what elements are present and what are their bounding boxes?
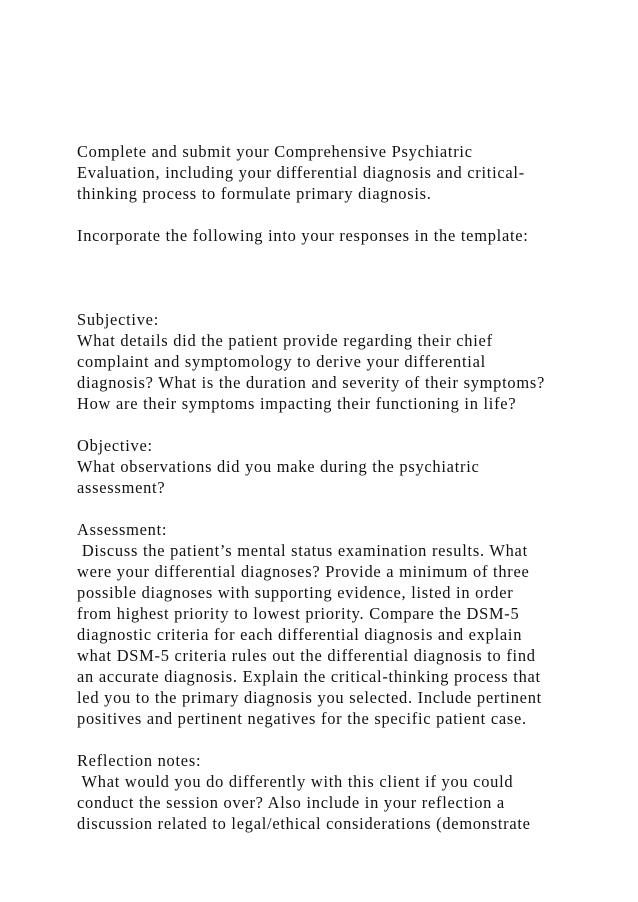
text-line: thinking process to formulate primary diagnosis. (77, 184, 432, 203)
text-line: What would you do differently with this client if you could (77, 772, 514, 791)
text-line: an accurate diagnosis. Explain the critical-thinking process that (77, 667, 541, 686)
text-line: What observations did you make during the psychiatric (77, 457, 480, 476)
text-line: Complete and submit your Comprehensive Psychiatric (77, 142, 473, 161)
text-line: Incorporate the following into your responses in the template: (77, 226, 529, 245)
section-heading-assessment: Assessment: (77, 520, 168, 539)
text-line: from highest priority to lowest priority. Compare the DSM-5 (77, 604, 520, 623)
text-line: Evaluation, including your differential diagnosis and critical- (77, 163, 525, 182)
text-line: How are their symptoms impacting their functioning in life? (77, 394, 517, 413)
text-line: Discuss the patient’s mental status examination results. What (77, 541, 528, 560)
section-heading-subjective: Subjective: (77, 310, 159, 329)
text-line: positives and pertinent negatives for the specific patient case. (77, 709, 527, 728)
section-heading-objective: Objective: (77, 436, 153, 455)
text-line: led you to the primary diagnosis you selected. Include pertinent (77, 688, 542, 707)
text-line: possible diagnoses with supporting evidence, listed in order (77, 583, 514, 602)
section-heading-reflection-notes: Reflection notes: (77, 751, 202, 770)
text-line: diagnostic criteria for each differential diagnosis and explain (77, 625, 523, 644)
text-line: assessment? (77, 478, 166, 497)
text-line: What details did the patient provide regarding their chief (77, 331, 493, 350)
text-line: conduct the session over? Also include in your reflection a (77, 793, 505, 812)
text-line: what DSM-5 criteria rules out the differential diagnosis to find (77, 646, 536, 665)
text-line: complaint and symptomology to derive your differential (77, 352, 486, 371)
text-line: diagnosis? What is the duration and severity of their symptoms? (77, 373, 546, 392)
text-line: were your differential diagnoses? Provide a minimum of three (77, 562, 530, 581)
text-line: discussion related to legal/ethical considerations (demonstrate (77, 814, 531, 833)
